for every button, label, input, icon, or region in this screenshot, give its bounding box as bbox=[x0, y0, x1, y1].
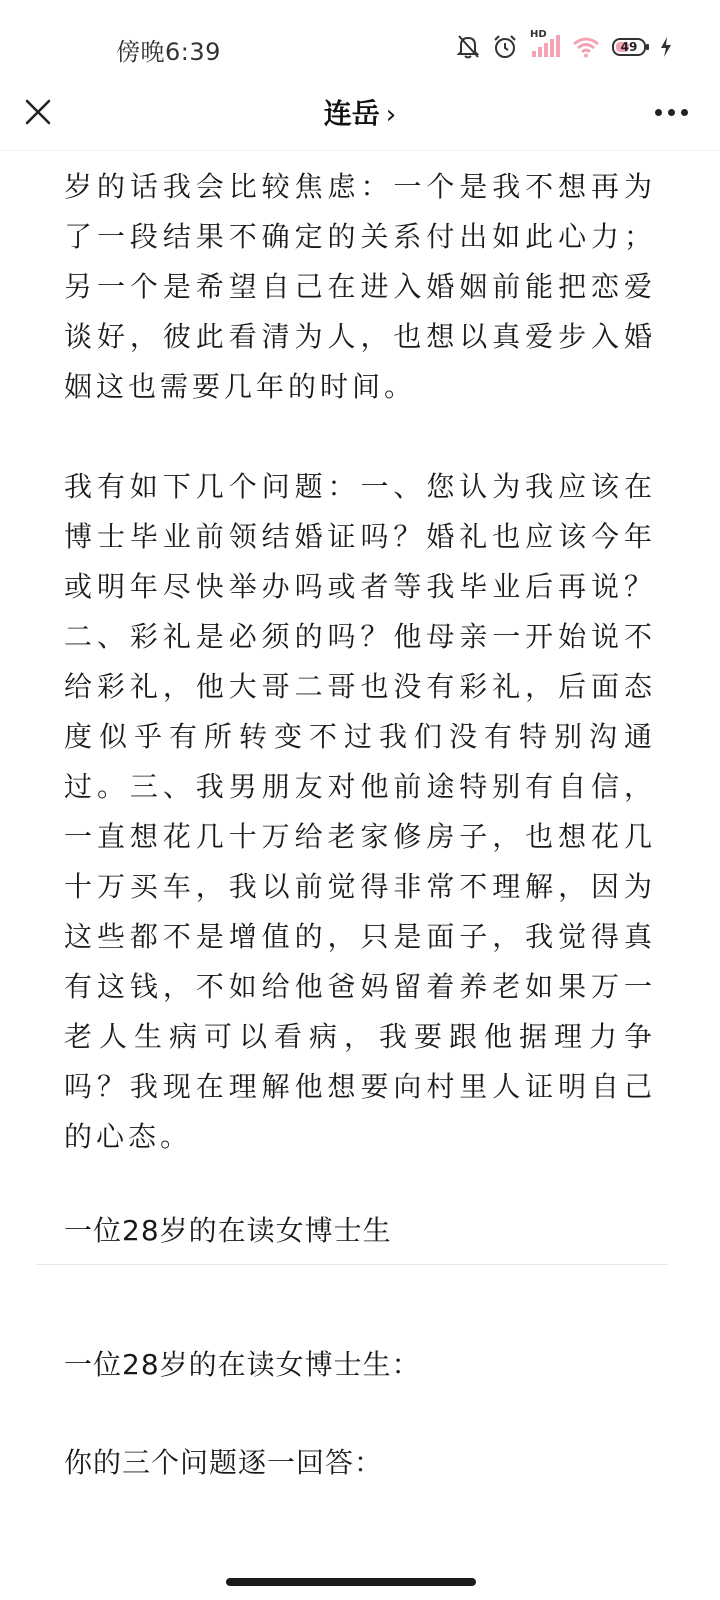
section-divider bbox=[36, 1264, 668, 1265]
status-time: 傍晚6:39 bbox=[116, 38, 221, 66]
battery-icon bbox=[612, 37, 648, 57]
article-body bbox=[64, 162, 656, 1256]
more-dot-icon bbox=[668, 109, 675, 116]
reply-greeting: 一位28岁的在读女博士生： bbox=[64, 1348, 421, 1381]
battery-level: 49 bbox=[620, 40, 638, 54]
paragraph: 我有如下几个问题：一、您认为我应该在博士毕业前领结婚证吗？婚礼也应该今年或明年尽快举办吗或者等我毕业后再说？二、彩礼是必须的吗？他母亲一开始说不给彩礼，他大哥二哥也没有彩礼，后面态度似乎有所转变不过我们没有特别沟通过。三、我男朋友对他前途特别有自信，一直想花几十万给老家修房子，也想花几十万买车，我以前觉得非常不理解，因为这些都不是增值的，只是面子，我觉得真有这钱，不如给他爸妈留着养老如果万一老人生病可以看病，我要跟他据理力争吗？我现在理解他想要向村里人证明自己的心态。 bbox=[64, 470, 656, 1153]
wifi-icon bbox=[572, 36, 600, 58]
network-badge: HD bbox=[530, 29, 547, 40]
charging-icon bbox=[660, 36, 672, 58]
paragraph: 岁的话我会比较焦虑：一个是我不想再为了一段结果不确定的关系付出如此心力；另一个是希望自己在进入婚姻前能把恋爱谈好，彼此看清为人，也想以真爱步入婚姻这也需要几年的时间。 bbox=[64, 170, 656, 403]
account-title[interactable] bbox=[0, 92, 720, 132]
mute-icon bbox=[456, 34, 480, 60]
letter-signature: 一位28岁的在读女博士生 bbox=[64, 1214, 392, 1247]
account-name: 连岳 bbox=[323, 97, 380, 130]
alarm-icon bbox=[492, 34, 518, 60]
home-indicator[interactable] bbox=[226, 1578, 476, 1586]
chevron-right-icon: › bbox=[385, 100, 397, 130]
more-dot-icon bbox=[655, 109, 662, 116]
reply-intro: 你的三个问题逐一回答： bbox=[64, 1446, 384, 1479]
more-dot-icon bbox=[681, 109, 688, 116]
article-header bbox=[0, 80, 720, 151]
signal-icon bbox=[530, 29, 560, 59]
status-icons bbox=[456, 29, 672, 62]
more-button[interactable] bbox=[646, 92, 696, 132]
